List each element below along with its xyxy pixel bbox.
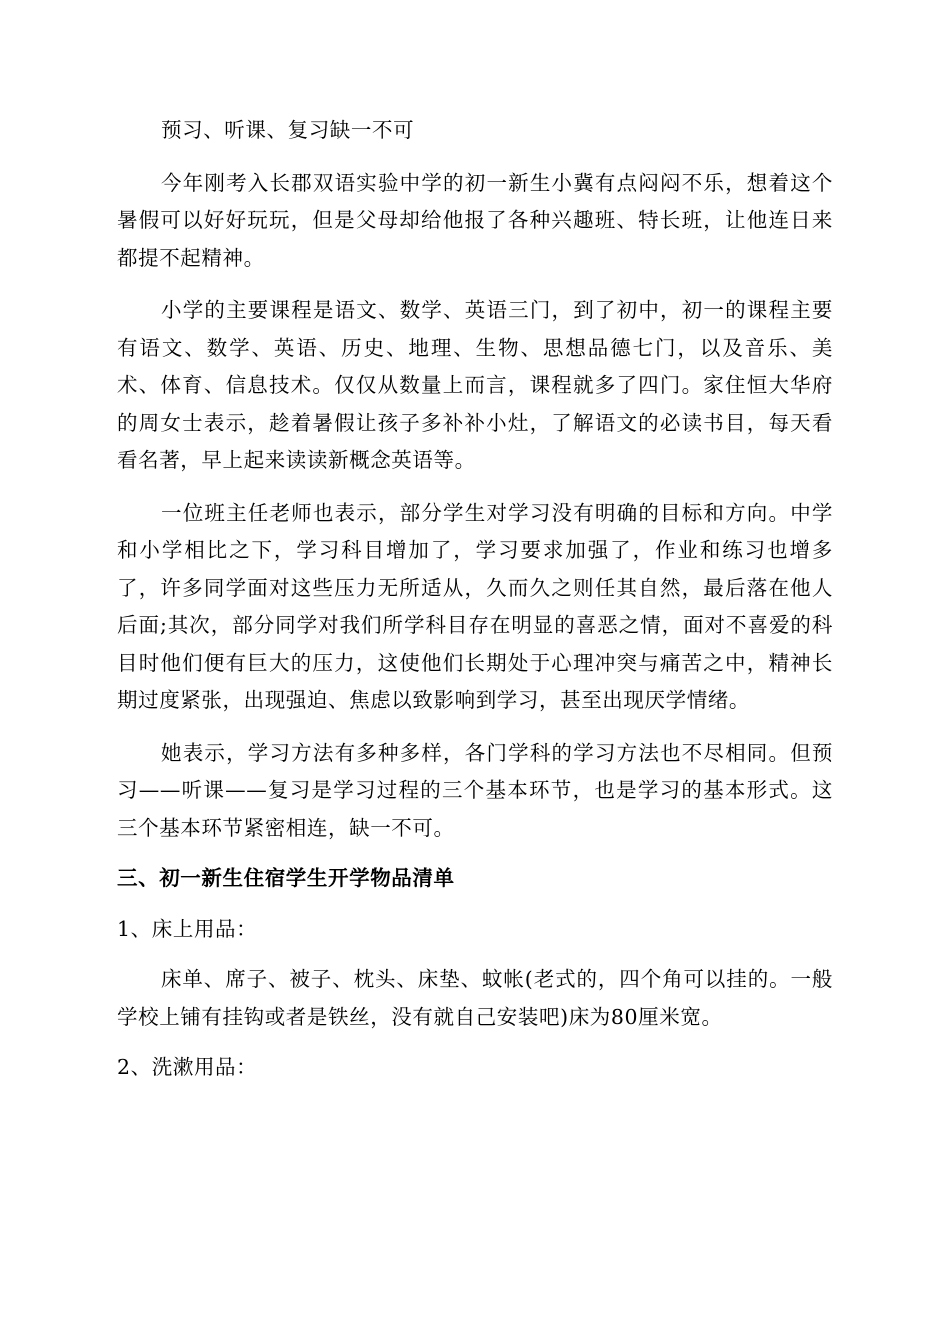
document-page (117, 112, 833, 1087)
section-subtitle: 预习、听课、复习缺一不可 (161, 118, 415, 142)
list-item-title-toiletries: 2、洗漱用品： (117, 1055, 258, 1079)
paragraph-method: 她表示，学习方法有多种多样，各门学科的学习方法也不尽相同。但预习——听课——复习是学习过程的三个基本环节，也是学习的基本形式。这三个基本环节紧密相连，缺一不可。 (117, 740, 833, 840)
paragraph-intro: 今年刚考入长郡双语实验中学的初一新生小冀有点闷闷不乐，想着这个暑假可以好好玩玩，但是父母却给他报了各种兴趣班、特长班，让他连日来都提不起精神。 (117, 170, 833, 270)
list-item-body-bedding: 床单、席子、被子、枕头、床垫、蚊帐(老式的，四个角可以挂的。一般学校上铺有挂钩或者是铁丝，没有就自己安装吧)床为80厘米宽。 (117, 967, 833, 1029)
list-item-title-bedding: 1、床上用品： (117, 916, 258, 941)
paragraph-teacher: 一位班主任老师也表示，部分学生对学习没有明确的目标和方向。中学和小学相比之下，学习科目增加了，学习要求加强了，作业和练习也增多了，许多同学面对这些压力无所适从，久而久之则任其自然，最后落在他人后面;其次，部分同学对我们所学科目存在明显的喜恶之情，面对不喜爱的科目时他们便有巨大的压力，这使他们长期处于心理冲突与痛苦之中，精神长期过度紧张，出现强迫、焦虑以致影响到学习，甚至出现厌学情绪。 (117, 500, 833, 712)
paragraph-courses: 小学的主要课程是语文、数学、英语三门，到了初中，初一的课程主要有语文、数学、英语、历史、地理、生物、思想品德七门，以及音乐、美术、体育、信息技术。仅仅从数量上而言，课程就多了四门。家住恒大华府的周女士表示，趁着暑假让孩子多补补小灶，了解语文的必读书目，每天看看名著，早上起来读读新概念英语等。 (117, 298, 833, 472)
section-heading: 三、初一新生住宿学生开学物品清单 (117, 866, 455, 890)
